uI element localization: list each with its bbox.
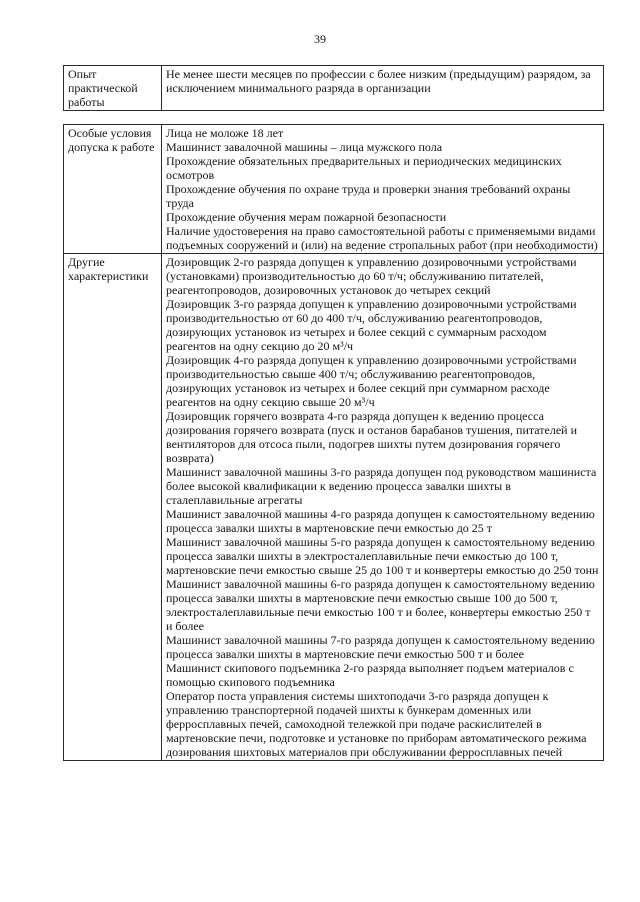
content-line: Дозировщик 2-го разряда допущен к управлению дозировочными устройствами (установками) производительностью до 60 т/ч; обслуживанию питателей, реагентопроводов, дозировочных установок до четырех секций xyxy=(166,255,577,297)
table-row xyxy=(64,125,604,254)
content-line: Дозировщик 3-го разряда допущен к управлению дозировочными устройствами производительностью от 60 до 400 т/ч, обслуживанию реагентопроводов, дозирующих установок из четырех и более секций с суммарным расходом реагентов на одну секцию до 20 м³/ч xyxy=(166,297,577,353)
content-line: Дозировщик 4-го разряда допущен к управлению дозировочными устройствами производительностью свыше 400 т/ч; обслуживанию реагентопроводов, дозирующих установок из четырех и более секций при суммарном расходе реагентов на одну секцию свыше 20 м³/ч xyxy=(166,353,577,409)
page-number: 39 xyxy=(314,32,326,46)
content-line: Машинист завалочной машины 6-го разряда допущен к самостоятельному ведению процесса завалки шихты в мартеновские печи емкостью свыше 100 до 500 т, электросталеплавильные печи емкостью 100 т и более, конвертеры емкостью 250 т и более xyxy=(166,577,595,633)
row-content-experience xyxy=(162,66,604,111)
content-line: Прохождение обязательных предварительных и периодических медицинских осмотров xyxy=(166,154,562,182)
content-line: Прохождение обучения мерам пожарной безопасности xyxy=(166,210,447,224)
content-line: Прохождение обучения по охране труда и проверки знания требований охраны труда xyxy=(166,182,571,210)
content-line: Лица не моложе 18 лет xyxy=(166,126,284,140)
content-line: Машинист завалочной машины – лица мужского пола xyxy=(166,140,443,154)
content-line: Машинист завалочной машины 3-го разряда допущен под руководством машиниста более высокой квалификации к ведению процесса завалки шихты в сталеплавильные агрегаты xyxy=(166,465,597,507)
table-row xyxy=(64,254,604,761)
table-row xyxy=(64,66,604,111)
row-label-special-conditions: Особые условия допуска к работе xyxy=(64,125,162,254)
content-line: Машинист скипового подъемника 2-го разряда выполняет подъем материалов с помощью скипового подъемника xyxy=(166,661,574,689)
row-content-other-characteristics xyxy=(162,254,604,761)
requirements-table xyxy=(63,124,604,761)
content-line: Оператор поста управления системы шихтоподачи 3-го разряда допущен к управлению транспортерной подачей шихты к бункерам доменных или ферросплавных печей, самоходной тележкой при подаче раскислителей в мартеновские печи, подготовке и установке по приборам автоматического режима дозирования шихтовых материалов при обслуживании ферросплавных печей xyxy=(166,689,587,759)
content-line: Машинист завалочной машины 4-го разряда допущен к самостоятельному ведению процесса завалки шихты в мартеновские печи емкостью до 25 т xyxy=(166,507,595,535)
content-line: Машинист завалочной машины 5-го разряда допущен к самостоятельному ведению процесса завалки шихты в электросталеплавильные печи емкостью до 100 т, мартеновские печи емкостью свыше 25 до 100 т и конвертеры емкостью до 250 тонн xyxy=(166,535,599,577)
row-label-other-characteristics: Другие характеристики xyxy=(64,254,162,761)
content-line: Машинист завалочной машины 7-го разряда допущен к самостоятельному ведению процесса завалки шихты в мартеновские печи емкостью 500 т и более xyxy=(166,633,595,661)
row-content-special-conditions xyxy=(162,125,604,254)
content-line: Дозировщик горячего возврата 4-го разряда допущен к ведению процесса дозирования горячего возврата (пуск и останов барабанов тушения, питателей и вентиляторов для отсоса пыли, подогрев шихты путем дозирования горячего возврата) xyxy=(166,409,578,465)
row-label-experience: Опыт практической работы xyxy=(64,66,162,111)
content-line: Не менее шести месяцев по профессии с более низким (предыдущим) разрядом, за исключением минимального разряда в организации xyxy=(166,67,591,95)
content-line: Наличие удостоверения на право самостоятельной работы с применяемыми видами подъемных сооружений и (или) на ведение стропальных работ (при необходимости) xyxy=(166,224,598,252)
experience-table xyxy=(63,65,604,111)
